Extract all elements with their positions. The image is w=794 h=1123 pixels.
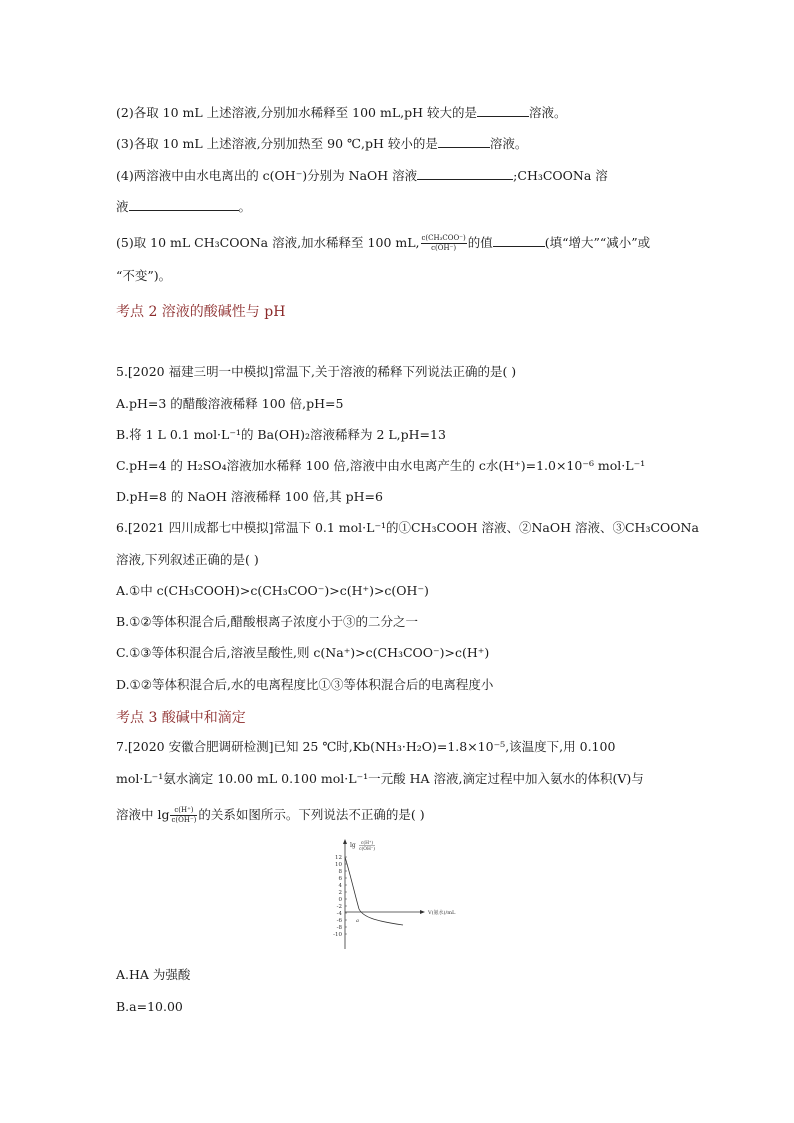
- titration-curve: [345, 857, 403, 925]
- y-tick-label: 2: [338, 890, 342, 896]
- q4-mid: ;CH₃COONa 溶: [513, 168, 608, 183]
- titration-graph: [323, 837, 473, 952]
- y-axis-label-den: c(OH⁻): [358, 847, 376, 852]
- option-a: A.①中 c(CH₃COOH)>c(CH₃COO⁻)>c(H⁺)>c(OH⁻): [116, 583, 429, 598]
- answer-blank[interactable]: [477, 104, 529, 117]
- question-2: [116, 104, 567, 121]
- q5-tail: (填“增大”“减小”或: [544, 235, 651, 250]
- y-tick-label: -4: [336, 911, 342, 917]
- y-tick-label: 6: [338, 876, 342, 882]
- option-d: D.①②等体积混合后,水的电离程度比①③等体积混合后的电离程度小: [116, 677, 494, 692]
- y-tick-label: -10: [333, 932, 342, 938]
- problem-7-line2: mol·L⁻¹氨水滴定 10.00 mL 0.100 mol·L⁻¹一元酸 HA 溶液,滴定过程中加入氨水的体积(V)与: [116, 771, 644, 786]
- fraction-denominator: c(OH⁻): [431, 244, 457, 252]
- q4-line2: 液: [116, 199, 129, 214]
- section-heading: 考点 2 溶液的酸碱性与 pH: [116, 304, 286, 320]
- p7-line3-before: 溶液中 lg: [116, 807, 170, 822]
- section-heading: 考点 3 酸碱中和滴定: [116, 710, 246, 726]
- point-a-label: a: [356, 918, 359, 924]
- x-axis-label: V(氨水)/mL: [428, 910, 456, 916]
- q5-text: (5)取 10 mL CH₃COONa 溶液,加水稀释至 100 mL,: [116, 235, 420, 250]
- y-axis-label-prefix: lg: [350, 842, 356, 849]
- question-5-cont: “不变”)。: [116, 268, 172, 283]
- q4-end: 。: [238, 199, 252, 214]
- ratio-fraction: [170, 806, 197, 825]
- y-tick-label: 10: [335, 862, 342, 868]
- problem-6-stem: 6.[2021 四川成都七中模拟]常温下 0.1 mol·L⁻¹的①CH₃COOH 溶液、②NaOH 溶液、③CH₃COONa: [116, 520, 699, 535]
- y-tick-label: 12: [335, 855, 342, 861]
- question-4: [116, 167, 608, 184]
- answer-blank[interactable]: [129, 198, 239, 211]
- answer-blank[interactable]: [438, 135, 490, 148]
- question-3: [116, 135, 527, 152]
- y-tick-label: -8: [336, 925, 342, 931]
- y-axis-label-num: c(H⁺): [360, 841, 374, 846]
- option-c: C.①③等体积混合后,溶液呈酸性,则 c(Na⁺)>c(CH₃COO⁻)>c(H⁺): [116, 645, 490, 660]
- question-4-cont: [116, 198, 251, 215]
- problem-7-line1: 7.[2020 安徽合肥调研检测]已知 25 ℃时,Kb(NH₃·H₂O)=1.8×10⁻⁵,该温度下,用 0.100: [116, 739, 616, 754]
- q2-text: (2)各取 10 mL 上述溶液,分别加水稀释至 100 mL,pH 较大的是: [116, 105, 477, 120]
- fraction-numerator: c(CH₃COO⁻): [421, 234, 466, 242]
- question-5: [116, 234, 650, 253]
- option-d: D.pH=8 的 NaOH 溶液稀释 100 倍,其 pH=6: [116, 489, 383, 504]
- q3-text: (3)各取 10 mL 上述溶液,分别加热至 90 ℃,pH 较小的是: [116, 136, 438, 151]
- fraction-numerator: c(H⁺): [170, 806, 197, 816]
- q2-after: 溶液。: [528, 105, 567, 120]
- problem-7-line3: [116, 806, 425, 825]
- y-tick-label: 4: [338, 883, 342, 889]
- p7-line3-after: 的关系如图所示。下列说法不正确的是( ): [198, 807, 425, 822]
- y-axis-arrow: [343, 839, 347, 844]
- y-tick-label: 0: [338, 897, 342, 903]
- y-tick-label: 8: [338, 869, 342, 875]
- x-axis-arrow: [420, 910, 425, 914]
- y-tick-label: -6: [336, 918, 342, 924]
- ratio-fraction: [421, 234, 467, 253]
- option-c: C.pH=4 的 H₂SO₄溶液加水稀释 100 倍,溶液中由水电离产生的 c水(H⁺)=1.0×10⁻⁶ mol·L⁻¹: [116, 458, 646, 473]
- problem-6-stem-cont: 溶液,下列叙述正确的是( ): [116, 552, 259, 567]
- q4-text: (4)两溶液中由水电离出的 c(OH⁻)分别为 NaOH 溶液: [116, 168, 418, 183]
- y-tick-label: -2: [336, 904, 342, 910]
- fraction-denominator: c(OH⁻): [171, 816, 197, 824]
- q3-after: 溶液。: [489, 136, 528, 151]
- q5-after: 的值: [467, 235, 493, 250]
- option-b: B.a=10.00: [116, 999, 183, 1014]
- option-b: B.①②等体积混合后,醋酸根离子浓度小于③的二分之一: [116, 614, 419, 629]
- option-b: B.将 1 L 0.1 mol·L⁻¹的 Ba(OH)₂溶液稀释为 2 L,pH=13: [116, 427, 446, 442]
- option-a: A.HA 为强酸: [116, 967, 191, 982]
- option-a: A.pH=3 的醋酸溶液稀释 100 倍,pH=5: [116, 396, 344, 411]
- problem-5-stem: 5.[2020 福建三明一中模拟]常温下,关于溶液的稀释下列说法正确的是( ): [116, 364, 517, 379]
- answer-blank[interactable]: [417, 167, 513, 180]
- answer-blank[interactable]: [493, 234, 545, 247]
